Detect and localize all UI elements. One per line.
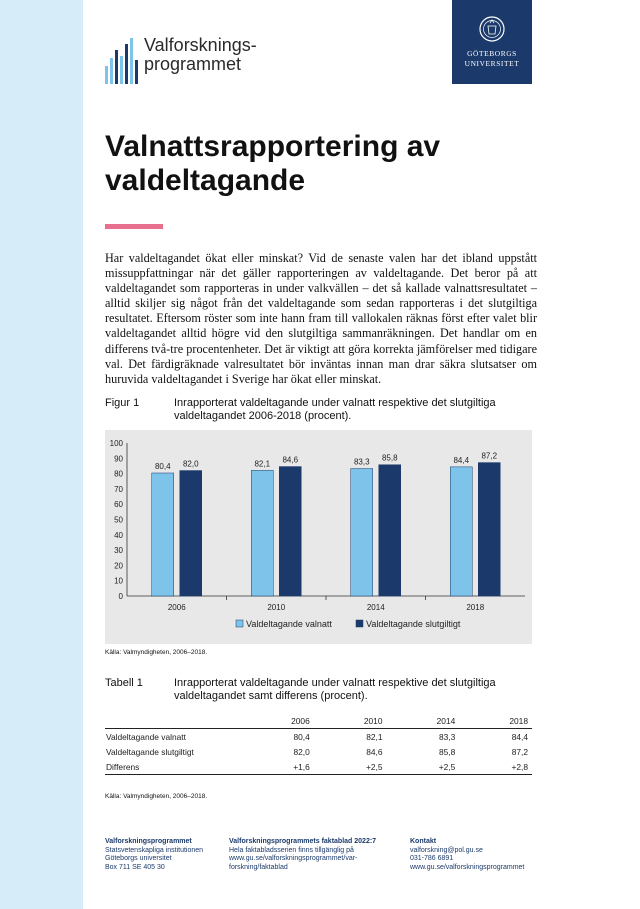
bar-2010-0: [251, 470, 273, 596]
footer-factsheet-title: Valforskningsprogrammets faktablad 2022:7: [229, 838, 377, 845]
y-tick-label: 40: [114, 530, 123, 540]
bar-2010-1: [279, 467, 301, 596]
left-sidebar-band: [0, 0, 83, 909]
x-tick-label: 2014: [366, 603, 385, 612]
bar-chart: [105, 430, 532, 644]
bar-2014-0: [351, 469, 373, 596]
table-cell: +2,5: [438, 761, 456, 772]
program-logo-text: [144, 36, 257, 74]
table-header-row: [105, 714, 532, 729]
figure-caption: Inrapporterat valdeltagande under valnatt respektive det slutgiltiga valdeltagandet 2006-2018 (procent).: [174, 397, 496, 422]
y-tick-label: 70: [114, 484, 123, 494]
data-label: 82,1: [254, 459, 271, 469]
footer-col-factsheet: [229, 838, 376, 872]
table-row-label: Valdeltagande slutgiltigt: [106, 746, 194, 757]
x-tick-label: 2006: [167, 603, 186, 612]
data-label: 83,3: [353, 457, 370, 467]
table-cell: 84,4: [511, 731, 528, 742]
footer-program-line1: Statsvetenskapliga institutionen: [105, 846, 204, 854]
university-name-line2: UNIVERSITET: [464, 59, 520, 68]
table-cell: 82,0: [293, 746, 310, 757]
program-logo-icon: [103, 36, 143, 86]
table-header-cell: 2014: [436, 716, 456, 726]
table-cell: +2,8: [511, 761, 528, 772]
bar-2018-0: [450, 467, 472, 596]
table-row-label: Valdeltagande valnatt: [106, 731, 186, 742]
table-label: Tabell 1: [105, 677, 143, 689]
y-tick-label: 20: [114, 561, 123, 571]
y-tick-label: 10: [114, 576, 123, 586]
figure-source: Källa: Valmyndigheten, 2006–2018.: [105, 649, 208, 656]
y-tick-label: 0: [118, 592, 123, 601]
data-label: 82,0: [182, 459, 199, 469]
page-title: Valnattsrapportering av valdeltagande: [105, 130, 441, 197]
legend-label: Valdeltagande valnatt: [246, 619, 332, 629]
table-cell: 84,6: [366, 746, 383, 757]
bar-chart-svg: [105, 430, 532, 644]
university-name-line1: GÖTEBORGS: [467, 49, 517, 58]
data-table: [105, 714, 532, 775]
bar-2018-1: [478, 463, 500, 596]
footer-contact-phone: 031-786 6891: [410, 855, 454, 863]
footer-factsheet-link[interactable]: www.gu.se/valforskningsprogrammet/var-: [229, 855, 358, 863]
table-header-cell: 2018: [509, 716, 528, 726]
title-accent-bar: [105, 224, 163, 229]
table-row: [105, 729, 532, 745]
y-tick-label: 50: [114, 515, 123, 525]
table-row-label: Differens: [106, 761, 140, 772]
table-cell: +2,5: [365, 761, 383, 772]
y-tick-label: 60: [114, 500, 123, 510]
table-cell: +1,6: [293, 761, 310, 772]
legend-label: Valdeltagande slutgiltigt: [366, 619, 461, 629]
footer-program-line2: Göteborgs universitet: [105, 855, 172, 863]
x-tick-label: 2018: [466, 603, 485, 612]
table-cell: 83,3: [438, 731, 456, 742]
program-name-line2: programmet: [144, 54, 242, 74]
table-header-cell: 2006: [291, 716, 310, 726]
program-name-line1: Valforsknings-: [144, 35, 257, 55]
footer-factsheet-line1: Hela faktabladsserien finns tillgänglig på: [229, 846, 354, 854]
footer-col-program: [105, 838, 203, 872]
y-tick-label: 80: [114, 469, 123, 479]
figure-label: Figur 1: [105, 397, 140, 409]
footer-program-title: Valforskningsprogrammet: [105, 838, 192, 845]
footer-factsheet-link-cont[interactable]: forskning/faktablad: [229, 863, 288, 871]
y-tick-label: 100: [109, 439, 123, 448]
footer-col-contact: [410, 838, 524, 872]
footer-contact-title: Kontakt: [410, 838, 437, 845]
data-label: 85,8: [381, 453, 398, 463]
table-cell: 82,1: [366, 731, 383, 742]
intro-paragraph: Har valdeltagandet ökat eller minskat? Vid de senaste valen har det ibland uppstått missuppfattningar när det gäller rapporteringen av valdeltagande. Det beror på att valdeltagandet som rapporteras in under valkvällen – det så kallade valnattsresultatet – alltid skiljer sig något från det valdeltagande som sedan rapporteras i det slutgiltiga resultatet. Eftersom röster som inte hann fram till vallokalen räknas först efter valet blir valdeltagandet alltid högre vid den slutgiltiga sammanräkningen. Det handlar om en differens två-tre procentenheter. Det är viktigt att göra korrekta jämförelser med tidigare val. Det färdigräknade valresultatet bör inväntas innan man drar säkra slutsatser om huruvida valdeltagandet i Sverige har ökat eller minskat.: [105, 251, 537, 386]
footer-contact-website[interactable]: www.gu.se/valforskningsprogrammet: [410, 863, 525, 871]
data-label: 80,4: [154, 461, 171, 471]
table-source: Källa: Valmyndigheten, 2006–2018.: [105, 793, 208, 800]
footer-contact-email[interactable]: valforskning@pol.gu.se: [410, 846, 483, 854]
legend-swatch: [236, 620, 243, 627]
bar-2006-0: [152, 473, 174, 596]
bar-2014-1: [379, 465, 401, 596]
footer-program-line3: Box 711 SE 405 30: [105, 863, 165, 871]
y-tick-label: 90: [114, 454, 123, 464]
table-row: [105, 759, 532, 775]
table-caption: Inrapporterat valdeltagande under valnatt respektive det slutgiltiga valdeltagandet samt differens (procent).: [174, 677, 496, 702]
x-tick-label: 2010: [267, 603, 286, 612]
legend-swatch: [356, 620, 363, 627]
bar-2006-1: [180, 471, 202, 596]
table-cell: 87,2: [511, 746, 528, 757]
table-cell: 85,8: [438, 746, 456, 757]
university-logo: [452, 0, 532, 84]
table-cell: 80,4: [293, 731, 310, 742]
table-row: [105, 744, 532, 759]
university-seal-icon: [479, 14, 505, 44]
data-label: 87,2: [481, 451, 498, 461]
y-tick-label: 30: [114, 546, 123, 556]
table-header-cell: 2010: [363, 716, 383, 726]
data-label: 84,6: [282, 455, 299, 465]
table-header-empty: [105, 714, 241, 729]
data-label: 84,4: [453, 455, 470, 465]
